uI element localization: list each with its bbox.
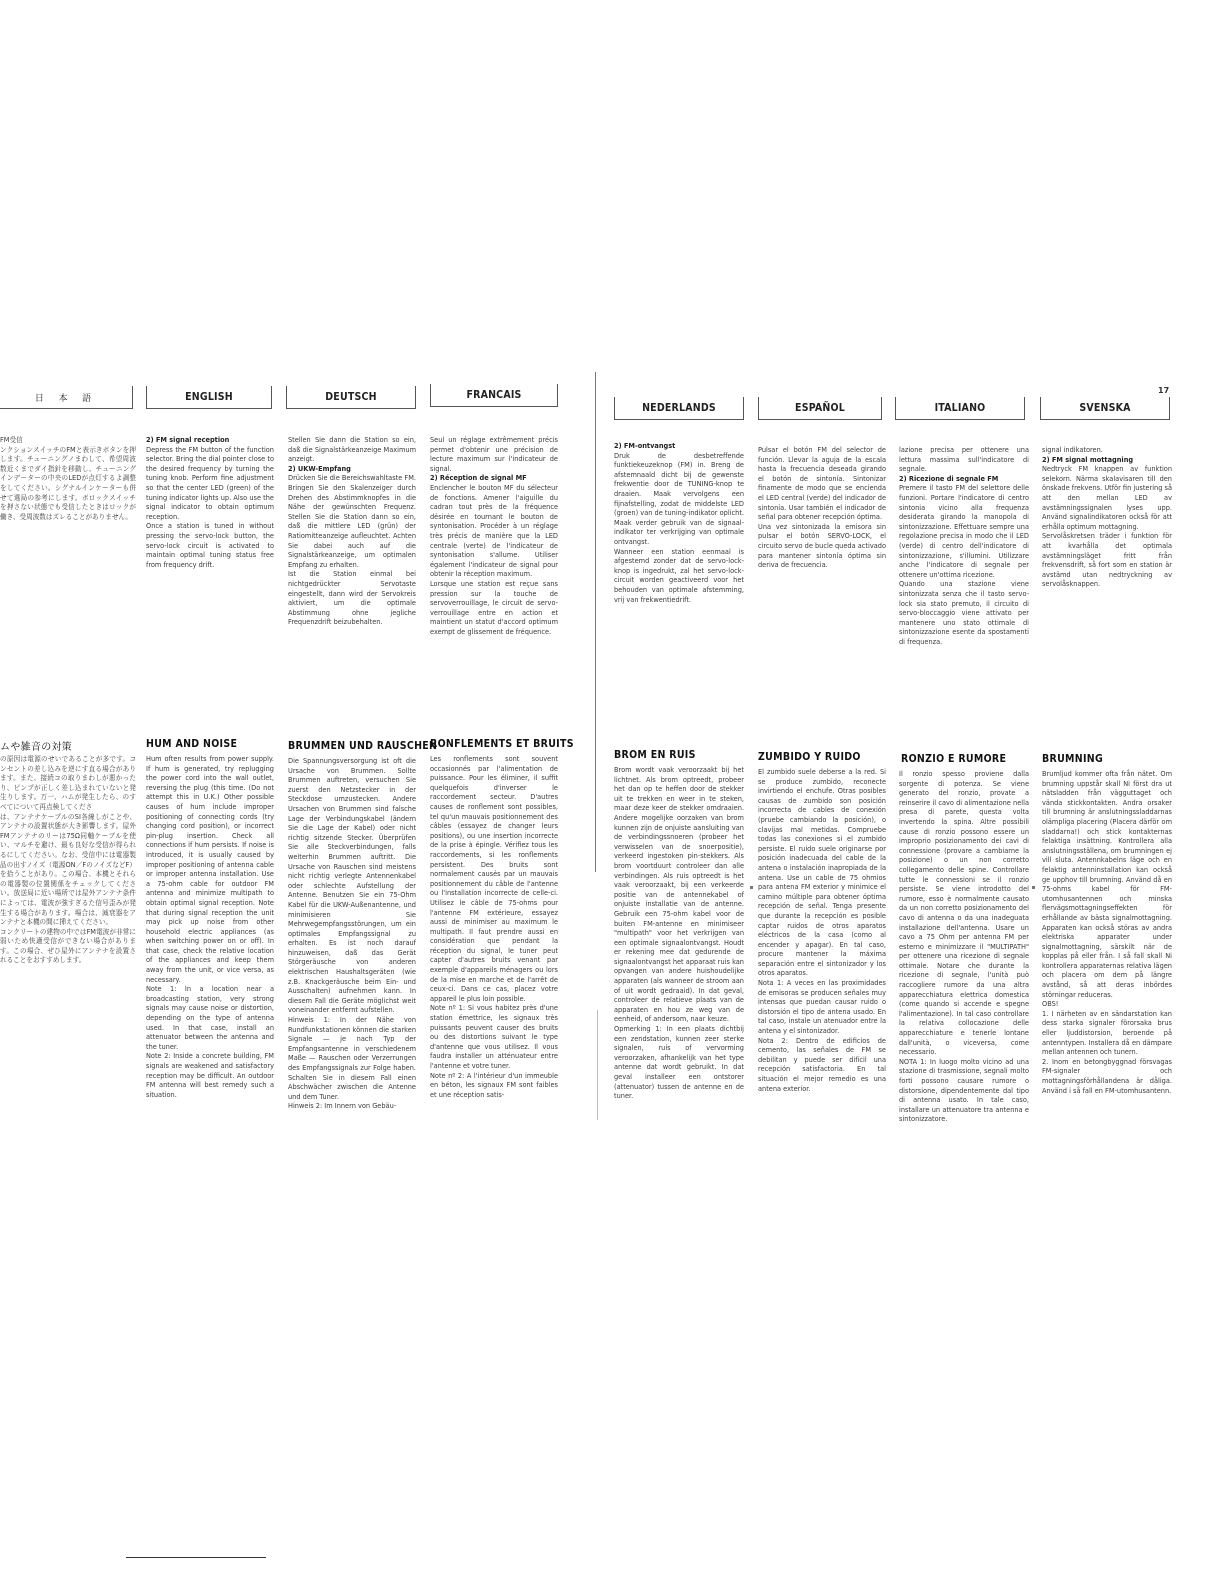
header-japanese: 日 本 語	[0, 386, 133, 409]
nl-top-body1: Druk de desbetreffende funktiekeuzeknop (FM) in. Breng de afstemnaald dicht bij de gewenste frekwentie door de TUNING-knop te draaien. Maak vervolgens een fijnafstelling, zodat de middelste LED (groen) van de tuning-indikator oplicht. Maak verder gebruik van de signaal-indikator ter verkrijging van optimale ontvangst.	[614, 451, 744, 546]
en-top-body1: Depress the FM button of the function selector. Bring the dial pointer close to the desired frequency by turning the tuning knob. Perform fine adjustment so that the center LED (green) of the tuning indicator lights up. Also use the signal indicator to obtain optimum reception.	[146, 445, 274, 521]
de-top-body3: Ist die Station einmal bei nichtgedrückter Servotaste eingestellt, dann wird der Servokreis aktiviert, um die optimale Abstimmung ohne jegliche Frequenzdrift beizubehalten.	[288, 570, 416, 627]
nl-bottom-note1: Opmerking 1: In een plaats dichtbij een zendstation, kunnen zeer sterke signalen, ruis of vervorming veroorzaken, afhankelijk van het type antenne dat wordt gebruikt. In dat geval installeer een ontstorer (attenuator) tussen de antenne en de tuner.	[614, 1025, 744, 1101]
it-top-sub: 2) Ricezione di segnale FM	[899, 474, 999, 483]
nl-top-column	[614, 442, 744, 605]
sv-bottom-item2: 2. Inom en betongbyggnad försvagas FM-signaler och mottagningsförhållandena är dåliga. Använd i så fall en FM-utomhusantenn.	[1042, 1057, 1172, 1095]
sv-bottom-body1: Brumljud kommer ofta från nätet. Om brumning uppstår skall Ni först dra ut nätsladden från vägguttaget och vända stickkontakten. Andra orsaker till brumning är anslutningssladdarnas olämpliga placering (Placera därför om sladdarna!) och stick kontakternas felaktiga insättning. Kontrollera alla anslutningsställena, om brumningen ej vill sluta. Antennkabelns läge och en felaktig antenninstallation kan också ge upphov till brumning. Använd då en 75-ohms kabel för FM-utomhusantennen och minska flervägsmottagningseffekten för erhållande av bästa signalmottagning. Apparaten kan också störas av andra elektriska apparater under signalmottagning, särskilt när de kopplas på eller från. I så fall skall Ni kontrollera apparaternas relativa lägen och placera om dem på längre avstånd, så att deras inbördes störningar reduceras.	[1042, 770, 1172, 999]
de-top-column	[288, 436, 416, 628]
nl-top-body2: Wanneer een station eenmaal is afgestemd zonder dat de servo-lock-knop is ingedrukt, zal het servo-lock-circuit worden geactiveerd voor het behouden van optimale afstemming, vrij van frekwentiedrift.	[614, 547, 744, 604]
es-bottom-column	[758, 768, 886, 1094]
ja-bottom-title: ムや雑音の対策	[0, 742, 73, 753]
de-bottom-title: BRUMMEN UND RAUSCHEN	[288, 740, 438, 752]
fr-top-column	[430, 436, 558, 637]
bottom-rule	[126, 1557, 266, 1558]
sv-top-sub: 2) FM signal mottagning	[1042, 455, 1134, 464]
it-bottom-column	[899, 770, 1029, 1125]
fr-bottom-body1: Les ronflements sont souvent occasionnés par l'alimentation de puissance. Pour les éliminer, il suffit quelquefois d'inverser le raccordement secteur. D'autres causes de ronflement sont possibles, tel qu'un mauvais positionnement des câbles (essayez de changer leurs positions), ou une insertion incorrecte de la prise à épingle. Vérifiez tous les raccordements, si les ronflements persistent. Des bruits sont normalement causés par un mauvais positionnement du câble de l'antenne ou l'installation incorrecte de celle-ci. Utilisez le câble de 75-ohms pour l'antenne FM extérieure, essayez aussi de minimiser au maximum le multipath. Il faut prendre aussi en considération que pendant la réception du signal, le tuner peut capter d'autres bruits venant par exemple d'appareils ménagers ou lors de la mise en marche et de l'arrêt de ceux-ci. Dans ce cas, placez votre appareil le plus loin possible.	[430, 755, 558, 1003]
de-bottom-column	[288, 757, 416, 1112]
sv-bottom-obs: OBS!	[1042, 1000, 1059, 1009]
de-top-body2: Drücken Sie die Bereichswahltaste FM. Bringen Sie den Skalenzeiger durch Drehen des Abstimmknopfes in die Nähe der gewünschten Frequenz. Stellen Sie die Station dann so ein, daß die mittlere LED (grün) der Ratiomitteanzeige aufleuchtet. Achten Sie dabei auch auf die Signalstärkeanzeige, um optimalen Empfang zu erhalten.	[288, 474, 416, 569]
nl-bottom-title: BROM EN RUIS	[614, 749, 696, 761]
header-svenska: SVENSKA	[1040, 397, 1170, 420]
fr-top-body3: Lorsque une station est reçue sans pression sur la touche de servoverrouillage, le circuit de servo-verrouillage entre en action et maintient un statut d'accord optimum exempt de glissement de fréquence.	[430, 579, 558, 636]
es-top-body2: Una vez sintonizada la emisora sin pulsar el botón SERVO-LOCK, el circuito servo de bucle queda activado para mantener sintonía óptima sin deriva de frecuencia.	[758, 522, 886, 570]
fr-top-body2: Enclencher le bouton MF du sélecteur de fonctions. Amener l'aiguille du cadran tout près de la fréquence désirée en tournant le bouton de syntonisation. Procéder à un réglage très précis de manière que la LED centrale (verte) de l'indicateur de syntonisation s'allume. Utiliser également l'indicateur de signal pour obtenir la réception maximum.	[430, 483, 558, 579]
es-top-body1: Pulsar el botón FM del selector de función. Llevar la aguja de la escala hasta la frecuencia deseada girando el botón de sintonía. Sintonizar finamente de modo que se encienda el LED central (verde) del indicador de sintonía. Usar también el indicador de señal para obtener recepción óptima.	[758, 446, 886, 522]
nl-top-sub: 2) FM-ontvangst	[614, 442, 676, 450]
en-top-column	[146, 436, 274, 570]
en-bottom-body1: Hum often results from power supply. If hum is generated, try replugging the power cord into the wall outlet, reversing the plug (this time. (Do not attempt this in U.K.) Other possible causes of hum include improper positioning of connecting cords (try changing cord position), or incorrect pin-plug insertion. Check all connections if hum persists. If noise is introduced, it is usually caused by improper positioning of antenna cable or improper antenna installation. Use a 75-ohm cable for outdoor FM antenna and minimize multipath to obtain optimal signal reception. Note that during signal reception the unit may pick up noise from other household electric appliances (as when switching power on or off). In that case, check the relative location of the appliances and keep them away from the unit, or vice versa, as necessary.	[146, 755, 274, 984]
en-bottom-note2: Note 2: Inside a concrete building, FM signals are weakened and satisfactory reception may be difficult. An outdoor FM antenna will best remedy such a situation.	[146, 1052, 274, 1099]
sv-bottom-title: BRUMNING	[1042, 753, 1104, 765]
scan-mark	[1032, 886, 1035, 889]
header-deutsch: DEUTSCH	[286, 386, 416, 409]
es-bottom-note1: Nota 1: A veces en las proximidades de emisoras se producen señales muy intensas que puedan causar ruido o distorsión el tipo de antena usado. En tal caso, instale un atenuador entre la antena y el sintonizador.	[758, 979, 886, 1036]
left-page	[0, 0, 594, 1584]
sv-top-body3: Servolåskretsen träder i funktion för att kvarhålla det optimala avstämningsläget fritt från frekvensdrift, så fort som en station är avstämd utan nedtryckning av servolåsknappen.	[1042, 532, 1172, 589]
ja-bottom-column	[0, 755, 136, 966]
nl-bottom-column	[614, 766, 744, 1102]
sv-bottom-column	[1042, 770, 1172, 1096]
sv-top-body1: signal indikatoren.	[1042, 446, 1103, 454]
fr-bottom-title: RONFLEMENTS ET BRUITS	[430, 738, 574, 750]
header-italiano: ITALIANO	[895, 397, 1025, 420]
ja-top-body: ンクションスイッチのFMと表示きボタンを押します。チューニングノまわして、希望周波数近くまでダイ指針を移動し、チューニングインデーターの中央のLEDが点灯するよ調整をしてください。シグナルインケーターも併せて選局の参考にします。ボロックスイッチを押さない状態でも受信したときはロックが働き、受周波数はズレることがありません。	[0, 445, 136, 521]
en-top-sub: 2) FM signal reception	[146, 436, 230, 444]
de-bottom-body1: Die Spannungsversorgung ist oft die Ursache von Brummen. Sollte Brummen auftreten, versuchen Sie zuerst den Netzstecker in der Steckdose umzustecken. Andere Ursachen von Brummen sind falsche Lage der Verbindungskabel (ändern Sie die Lage der Kabel) oder nicht richtig sitzende Stecker. Überprüfen Sie alle Steckverbindungen, falls weiterhin Brummen auftritt. Die Ursache von Rauschen sind meistens nicht richtig verlegte Antennenkabel oder schlechte Aufstellung der Antenne. Benutzen Sie ein 75-Ohm Kabel für die UKW-Außenantenne, und minimisieren Sie Mehrwegempfangsstörungen, um ein optimales Empfangssignal zu erhalten. Es ist noch darauf hinzuweisen, daß das Gerät Störgeräusche von anderen elektrischen Haushaltsgeräten (wie z.B. Knackgeräusche beim Ein- und Ausschalten) aufnehmen kann. In diesem Fall die Geräte möglichst weit voneinander entfernt aufstellen.	[288, 757, 416, 1015]
fr-bottom-column	[430, 755, 558, 1100]
it-top-body3: Quando una stazione viene sintonizzata senza che il tasto servo-lock sia stato premuto, il circuito di servo-bloccaggio viene attivato per mantenere uno stato ottimale di sintonizzazione esente da spostamenti di frequenza.	[899, 580, 1029, 646]
ja-bottom-body1: の原因は電源のせいであることが多です。コンセントの差し込みを逆にす直る場合があります。また、接続コの取りまわしが悪かったり、ピンプが正しく差し込まれていないと発生りします。万一、ハムが発生したら、のすべてについて再点検してくださ	[0, 755, 136, 811]
scan-mark	[750, 886, 753, 889]
header-english: ENGLISH	[146, 386, 272, 409]
fr-bottom-note2: Note nº 2: A l'intérieur d'un immeuble en béton, les signaux FM sont faibles et une réception satis-	[430, 1071, 558, 1099]
en-bottom-title: HUM AND NOISE	[146, 738, 238, 750]
it-bottom-title: RONZIO E RUMORE	[901, 753, 1007, 765]
de-top-body1: Stellen Sie dann die Station so ein, daß die Signalstärkeanzeige Maximum anzeigt.	[288, 436, 416, 464]
de-bottom-note2: Hinweis 2: Im Innern von Gebäu-	[288, 1102, 397, 1111]
sv-top-column	[1042, 446, 1172, 590]
it-top-column	[899, 446, 1029, 647]
header-francais: FRANCAIS	[430, 384, 558, 407]
en-bottom-note1: Note 1: In a location near a broadcasting station, very strong signals may cause noise or distortion, depending on the type of antenna used. In that case, install an attenuator between the antenna and the tuner.	[146, 985, 274, 1051]
fr-top-body1: Seul un réglage extrêmement précis permet d'obtenir une précision de lecture maximum sur l'indicateur de signal.	[430, 436, 558, 473]
sv-bottom-item1: 1. I närheten av en sändarstation kan dess starka signaler förorsaka brus eller ljuddistorsion, beroende på antenntypen. Installera då en dämpare mellan antennen och tunern.	[1042, 1009, 1172, 1057]
es-top-column	[758, 446, 886, 571]
it-bottom-note1: NOTA 1: In luogo molto vicino ad una stazione di trasmissione, segnali molto forti possono causare rumore o distorsione, dipendentemente dal tipo di antenna usato. In tale caso, installare un attenuatore tra antenna e sintonizzatore.	[899, 1057, 1029, 1124]
header-nederlands: NEDERLANDS	[614, 397, 744, 420]
es-bottom-body1: El zumbido suele deberse a la red. Si se produce zumbido, reconecte invirtiendo el enchufe. Otras posibles causas de zumbido son posición incorrecta de cables de conexión (pruebe cambiando la posición), o clavijas mal metidas. Compruebe todas las conexiones si el zumbido persiste. El ruido suele originarse por posición inadecuada del cable de la antena o instalación inapropiada de la antena. Use un cable de 75 ohmios para antena FM exterior y minimice el camino múltiple para obtener óptima recepción de señal. Tenga presente que durante la recepción es posible captar ruidos de otros aparatos eléctricos de la casa (como al encender y apagar). En tal caso, procure mantener la máxima separación entre el sintonizador y los otros aparatos.	[758, 768, 886, 978]
en-top-body2: Once a station is tuned in without pressing the servo-lock button, the servo-lock circuit is activated to maintain optimal tuning status free from frequency drift.	[146, 522, 274, 569]
de-bottom-note1: Hinweis 1: In der Nähe von Rundfunkstationen können die starken Signale — je nach Typ der Empfangsantenne in verschiedenem Maße — Rauschen oder Verzerrungen des Empfangssignals zur Folge haben. Schalten Sie in diesem Fall einen Abschwächer zwischen die Antenne und dem Tuner.	[288, 1016, 416, 1101]
it-top-body2: Premere il tasto FM del selettore delle funzioni. Portare l'indicatore di centro sintonia vicino alla frequenza desiderata girando la manopola di sintonizzazione. Effettuare sempre una regolazione precisa in modo che il LED (verde) di centro dell'indicatore di sintonizzazione, s'illumini. Utilizzare anche l'indicatore di segnale per ottenere un'ottima ricezione.	[899, 484, 1029, 579]
ja-top-title: FM受信	[0, 436, 23, 444]
sv-top-body2: Nedtryck FM knappen av funktion selekorn. Närma skalavisaren till den önskade frekvens. Utför fin justering så att den mellan LED av avstämningssignalen lyses upp. Använd signalindikatoren också för att erhålla optimum mottagning.	[1042, 465, 1172, 531]
it-bottom-body1: Il ronzio spesso proviene dalla sorgente di potenza. Se viene generato del ronzio, provate a reinserire il cavo di alimentazione nella presa di parete, questa volta invertendo la spina. Altre possibili cause di ronzio possono essere un improprio posizionamento dei cavi di connessione (provare a cambiarne la posizione) o un non corretto collegamento delle spine. Controllare tutte le connessioni se il ronzio persiste. Se viene introdotto del rumore, esso è normalmente causato da un non corretto posizionamento del cavo di antenna o da una inadeguata installazione dell'antenna. Usare un cavo a 75 Ohm per antenna FM per esterno e minimizzare il "MULTIPATH" per ottenere una ricezione di segnale ottimale. Notare che durante la ricezione di segnale, l'unità può raccogliere rumore da una altra apparecchiatura elettrica domestica (come quando si accende e spegne l'alimentazione). In tal caso controllare la relativa collocazione delle apparecchiature e tenerle lontane dall'unità, o viceversa, come necessario.	[899, 770, 1029, 1057]
en-bottom-column	[146, 755, 274, 1100]
es-bottom-note2: Nota 2: Dentro de edificios de cemento, las señales de FM se debilitan y puede ser difícil una recepción satisfactoria. En tal situación el mejor remedio es una antena exterior.	[758, 1036, 886, 1093]
header-espanol: ESPAÑOL	[758, 397, 882, 420]
it-top-body1: lazione precisa per ottenere una lettura massima sull'indicatore di segnale.	[899, 446, 1029, 474]
es-bottom-title: ZUMBIDO Y RUIDO	[758, 751, 861, 763]
ja-bottom-body3: コンクリートの建物の中ではFM電波が非常に弱いため快適受信ができない場合があります。この場合、ぜひ屋外にアンテナを設置されることをおすすめします。	[0, 927, 136, 965]
ja-top-column	[0, 436, 136, 522]
fr-bottom-note1: Note nº 1: Si vous habitez près d'une station émettrice, les signaux très puissants peuvent causer des bruits ou des distortions suivant le type d'antenne que vous utilisez. Il vous faudra installer un atténuateur entre l'antenne et votre tuner.	[430, 1004, 558, 1070]
page-number: 17	[1158, 386, 1170, 395]
nl-bottom-body1: Brom wordt vaak veroorzaakt bij het lichtnet. Als brom optreedt, probeer het dan op te heffen door de stekker uit te trekken en weer in te steken, maar deze keer de stekker omdraaien. Andere mogelijke oorzaken van brom kunnen zijn de onjuiste aansluiting van de verbindingssnoeren (probeer het verwisselen van de snoerpositie), verkeerd ingestoken pin-stekkers. Als brom voortduurt controleer dan alle verbindingen. Als ruis optreedt is het vaak veroorzaakt, bij een verkeerde positie van de antennekabel of onjuiste installatie van de antenne. Gebruik een 75-ohm kabel voor de buiten FM-antenne en minimiseer "multipath" voor het verkrijgen van een optimale signaalontvangst. Houdt er rekening mee dat gedurende de signaalontvangst het apparaat ruis kan opvangen van andere huishoudelijke apparaten (als wanneer de stroom aan of uit wordt gedraaid). In dat geval, controleer de relatieve plaats van de apparaten en hou ze weg van de eenheid, of andersom, naar keuze.	[614, 766, 744, 1024]
de-top-sub: 2) UKW-Empfang	[288, 464, 351, 473]
fr-top-sub: 2) Réception de signal MF	[430, 474, 527, 483]
ja-bottom-body2: は、アンテナケーブルのSI各線しがことや、アンテナの設置状態が大き影響します。屋外FMアンテナのリーは75Ω同軸ケーブルを使い、マルチを避け、最も良好な受信が得られるにしてください。なお、受信中には電器製品の出すノイズ（電源ON／FのノイズなどF）を拾うことがあり。この場合、本機とそれらの電器製の位置関係をチェックしてください。放送局に近い場所では屋外アンテナ条件によっては、電波が強すぎるた信号歪みが発生する場合があります。場合は、減衰器をアンテナと本機の間に挿えてください。	[0, 812, 136, 927]
